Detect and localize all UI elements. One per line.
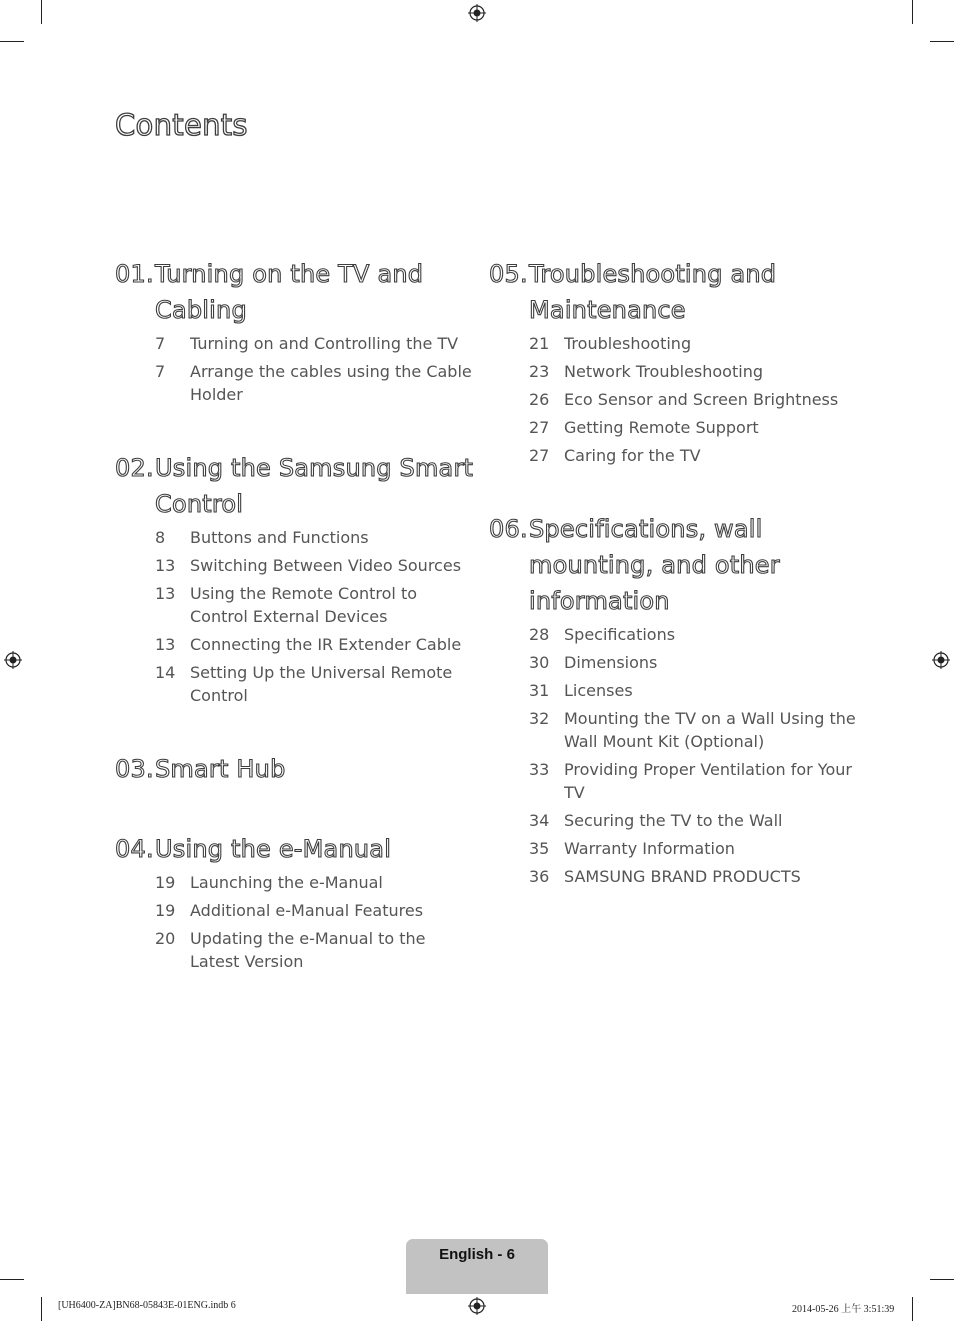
toc-entry[interactable] bbox=[115, 899, 475, 922]
registration-mark-icon bbox=[468, 4, 486, 22]
entry-text: Providing Proper Ventilation for Your TV bbox=[564, 760, 852, 802]
section-number: 04. bbox=[115, 835, 154, 863]
entry-page: 28 bbox=[529, 625, 550, 644]
file-slug: [UH6400-ZA]BN68-05843E-01ENG.indb 6 bbox=[58, 1300, 236, 1311]
entry-text: Launching the e-Manual bbox=[190, 873, 383, 892]
section-title: Turning on the TV and Cabling bbox=[155, 260, 424, 324]
toc-entry[interactable] bbox=[489, 444, 859, 467]
toc-section-05 bbox=[489, 256, 859, 467]
toc-column-left bbox=[115, 256, 475, 1017]
entry-text: Dimensions bbox=[564, 653, 658, 672]
entry-page: 8 bbox=[155, 528, 166, 547]
entry-text: Turning on and Controlling the TV bbox=[190, 334, 459, 353]
crop-mark bbox=[930, 1279, 954, 1280]
entry-text: Caring for the TV bbox=[564, 446, 701, 465]
toc-entry[interactable] bbox=[489, 388, 859, 411]
entry-text: Getting Remote Support bbox=[564, 418, 759, 437]
page-title: Contents bbox=[115, 108, 248, 142]
toc-entry[interactable] bbox=[489, 360, 859, 383]
crop-mark bbox=[0, 1279, 24, 1280]
entry-page: 19 bbox=[155, 901, 176, 920]
toc-entry[interactable] bbox=[489, 679, 859, 702]
section-title: Using the Samsung Smart Control bbox=[155, 454, 474, 518]
section-number: 06. bbox=[489, 515, 528, 543]
entry-page: 19 bbox=[155, 873, 176, 892]
toc-entry[interactable] bbox=[115, 332, 475, 355]
entry-text: Eco Sensor and Screen Brightness bbox=[564, 390, 839, 409]
entry-page: 34 bbox=[529, 811, 550, 830]
toc-section-01 bbox=[115, 256, 475, 406]
entry-text: Setting Up the Universal Remote Control bbox=[190, 663, 453, 705]
entry-page: 13 bbox=[155, 556, 176, 575]
toc-entry[interactable] bbox=[489, 332, 859, 355]
crop-mark bbox=[930, 41, 954, 42]
crop-mark bbox=[41, 1297, 42, 1321]
entry-text: Warranty Information bbox=[564, 839, 735, 858]
crop-mark bbox=[912, 1297, 913, 1321]
toc-entry[interactable] bbox=[489, 865, 859, 888]
entry-page: 27 bbox=[529, 446, 550, 465]
entry-page: 13 bbox=[155, 584, 176, 603]
entry-page: 7 bbox=[155, 362, 166, 381]
section-title: Troubleshooting and Maintenance bbox=[529, 260, 777, 324]
entry-text: Switching Between Video Sources bbox=[190, 556, 462, 575]
section-title: Smart Hub bbox=[155, 755, 286, 783]
section-number: 05. bbox=[489, 260, 528, 288]
entry-text: Specifications bbox=[564, 625, 676, 644]
toc-entry[interactable] bbox=[115, 554, 475, 577]
entry-page: 35 bbox=[529, 839, 550, 858]
crop-mark bbox=[0, 41, 24, 42]
registration-mark-icon bbox=[4, 651, 22, 669]
entry-text: Licenses bbox=[564, 681, 633, 700]
entry-text: Using the Remote Control to Control External Devices bbox=[190, 584, 418, 626]
entry-page: 13 bbox=[155, 635, 176, 654]
section-title: Using the e-Manual bbox=[155, 835, 392, 863]
entry-page: 27 bbox=[529, 418, 550, 437]
toc-entry[interactable] bbox=[489, 758, 859, 804]
toc-entry[interactable] bbox=[489, 809, 859, 832]
entry-page: 33 bbox=[529, 760, 550, 779]
toc-column-right bbox=[489, 256, 859, 932]
page-number-label: English - 6 bbox=[439, 1246, 515, 1263]
entry-page: 32 bbox=[529, 709, 550, 728]
registration-mark-icon bbox=[932, 651, 950, 669]
section-title: Specifications, wall mounting, and other information bbox=[529, 515, 780, 615]
toc-entry[interactable] bbox=[115, 871, 475, 894]
entry-page: 26 bbox=[529, 390, 550, 409]
toc-section-06 bbox=[489, 511, 859, 888]
entry-text: Troubleshooting bbox=[564, 334, 692, 353]
entry-page: 20 bbox=[155, 929, 176, 948]
entry-text: Securing the TV to the Wall bbox=[564, 811, 783, 830]
toc-entry[interactable] bbox=[489, 623, 859, 646]
crop-mark bbox=[912, 0, 913, 24]
toc-entry[interactable] bbox=[489, 707, 859, 753]
entry-page: 30 bbox=[529, 653, 550, 672]
section-heading[interactable] bbox=[115, 450, 475, 522]
entry-page: 31 bbox=[529, 681, 550, 700]
entry-page: 23 bbox=[529, 362, 550, 381]
entry-text: Buttons and Functions bbox=[190, 528, 369, 547]
crop-mark bbox=[41, 0, 42, 24]
registration-mark-icon bbox=[468, 1297, 486, 1315]
toc-entry[interactable] bbox=[489, 837, 859, 860]
section-heading[interactable] bbox=[115, 256, 475, 328]
entry-text: Connecting the IR Extender Cable bbox=[190, 635, 462, 654]
toc-section-04 bbox=[115, 831, 475, 973]
toc-entry[interactable] bbox=[489, 651, 859, 674]
entry-page: 7 bbox=[155, 334, 166, 353]
toc-entry[interactable] bbox=[115, 360, 475, 406]
entry-page: 36 bbox=[529, 867, 550, 886]
entry-text: Arrange the cables using the Cable Holder bbox=[190, 362, 472, 404]
entry-text: SAMSUNG BRAND PRODUCTS bbox=[564, 867, 801, 886]
toc-section-02 bbox=[115, 450, 475, 707]
entry-page: 21 bbox=[529, 334, 550, 353]
print-timestamp: 2014-05-26 上午 3:51:39 bbox=[792, 1304, 895, 1315]
toc-entry[interactable] bbox=[115, 582, 475, 628]
section-number: 02. bbox=[115, 454, 154, 482]
section-number: 03. bbox=[115, 755, 154, 783]
section-heading[interactable] bbox=[115, 831, 475, 867]
toc-entry[interactable] bbox=[489, 416, 859, 439]
toc-entry[interactable] bbox=[115, 661, 475, 707]
toc-entry[interactable] bbox=[115, 927, 475, 973]
section-heading[interactable] bbox=[489, 511, 859, 619]
section-heading[interactable] bbox=[115, 751, 475, 787]
entry-text: Mounting the TV on a Wall Using the Wall Mount Kit (Optional) bbox=[564, 709, 856, 751]
entry-text: Additional e-Manual Features bbox=[190, 901, 424, 920]
entry-text: Network Troubleshooting bbox=[564, 362, 763, 381]
section-number: 01. bbox=[115, 260, 154, 288]
toc-entry[interactable] bbox=[115, 526, 475, 549]
section-heading[interactable] bbox=[489, 256, 859, 328]
entry-text: Updating the e-Manual to the Latest Version bbox=[190, 929, 426, 971]
toc-entry[interactable] bbox=[115, 633, 475, 656]
entry-page: 14 bbox=[155, 663, 176, 682]
toc-section-03 bbox=[115, 751, 475, 787]
